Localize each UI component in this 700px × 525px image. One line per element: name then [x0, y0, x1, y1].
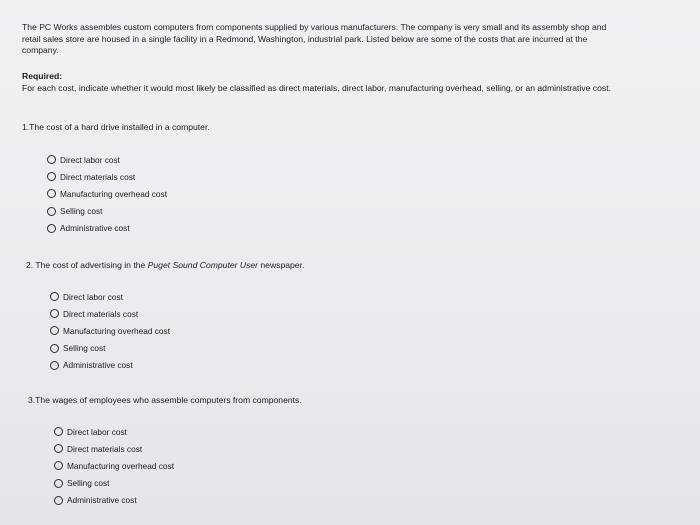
radio-icon[interactable]	[50, 326, 59, 335]
option-label: Administrative cost	[60, 223, 130, 234]
radio-icon[interactable]	[47, 207, 56, 216]
question-2-options	[50, 288, 170, 374]
q1-option-selling[interactable]	[47, 203, 167, 220]
question-1-text: 1.The cost of a hard drive installed in a computer.	[22, 122, 210, 132]
question-2-newspaper-name: Puget Sound Computer User	[147, 260, 259, 270]
option-label: Manufacturing overhead cost	[60, 188, 168, 199]
q2-option-manufacturing-overhead[interactable]	[50, 322, 170, 339]
option-label: Selling cost	[60, 206, 103, 217]
q3-option-selling[interactable]	[54, 475, 174, 492]
q2-option-direct-materials[interactable]	[50, 305, 170, 322]
option-label: Manufacturing overhead cost	[67, 460, 175, 471]
q1-option-administrative[interactable]	[47, 220, 167, 237]
required-heading: Required:	[22, 71, 63, 81]
q2-option-selling[interactable]	[50, 340, 170, 357]
q3-option-manufacturing-overhead[interactable]	[54, 457, 174, 474]
radio-icon[interactable]	[54, 427, 63, 436]
question-3-options	[54, 423, 174, 509]
q3-option-direct-materials[interactable]	[54, 440, 174, 457]
question-2-prefix: 2. The cost of advertising in the	[26, 260, 148, 270]
q1-option-manufacturing-overhead[interactable]	[47, 185, 167, 202]
q1-option-direct-labor[interactable]	[47, 151, 167, 168]
required-instructions: For each cost, indicate whether it would most likely be classified as direct materials, direct labor, manufacturing overhead, selling, or an administrative cost.	[22, 83, 611, 93]
option-label: Direct materials cost	[60, 171, 136, 182]
option-label: Administrative cost	[63, 360, 133, 371]
q3-option-direct-labor[interactable]	[54, 423, 174, 440]
option-label: Administrative cost	[67, 495, 137, 506]
radio-icon[interactable]	[47, 155, 56, 164]
intro-paragraph: The PC Works assembles custom computers from components supplied by various manufacturers. The company is very small and its assembly shop and retail sales store are housed in a single facility in a Redmond, Washington, industrial park. Listed below are some of the costs that are incurred at the company.	[22, 22, 607, 55]
option-label: Selling cost	[67, 478, 110, 489]
radio-icon[interactable]	[47, 172, 56, 181]
radio-icon[interactable]	[54, 496, 63, 505]
option-label: Direct labor cost	[67, 426, 127, 437]
question-2-text	[26, 260, 304, 270]
question-3-text: 3.The wages of employees who assemble computers from components.	[28, 395, 302, 405]
q2-option-direct-labor[interactable]	[50, 288, 170, 305]
radio-icon[interactable]	[54, 479, 63, 488]
radio-icon[interactable]	[47, 224, 56, 233]
radio-icon[interactable]	[50, 361, 59, 370]
option-label: Manufacturing overhead cost	[63, 325, 171, 336]
radio-icon[interactable]	[47, 189, 56, 198]
radio-icon[interactable]	[50, 292, 59, 301]
radio-icon[interactable]	[54, 461, 63, 470]
q2-option-administrative[interactable]	[50, 357, 170, 374]
option-label: Direct materials cost	[63, 308, 139, 319]
option-label: Direct materials cost	[67, 443, 143, 454]
option-label: Direct labor cost	[63, 291, 123, 302]
radio-icon[interactable]	[50, 309, 59, 318]
q1-option-direct-materials[interactable]	[47, 168, 167, 185]
question-1-options	[47, 151, 167, 237]
option-label: Direct labor cost	[60, 154, 120, 165]
radio-icon[interactable]	[54, 444, 63, 453]
radio-icon[interactable]	[50, 344, 59, 353]
question-2-suffix: newspaper.	[258, 260, 305, 270]
option-label: Selling cost	[63, 343, 106, 354]
q3-option-administrative[interactable]	[54, 492, 174, 509]
